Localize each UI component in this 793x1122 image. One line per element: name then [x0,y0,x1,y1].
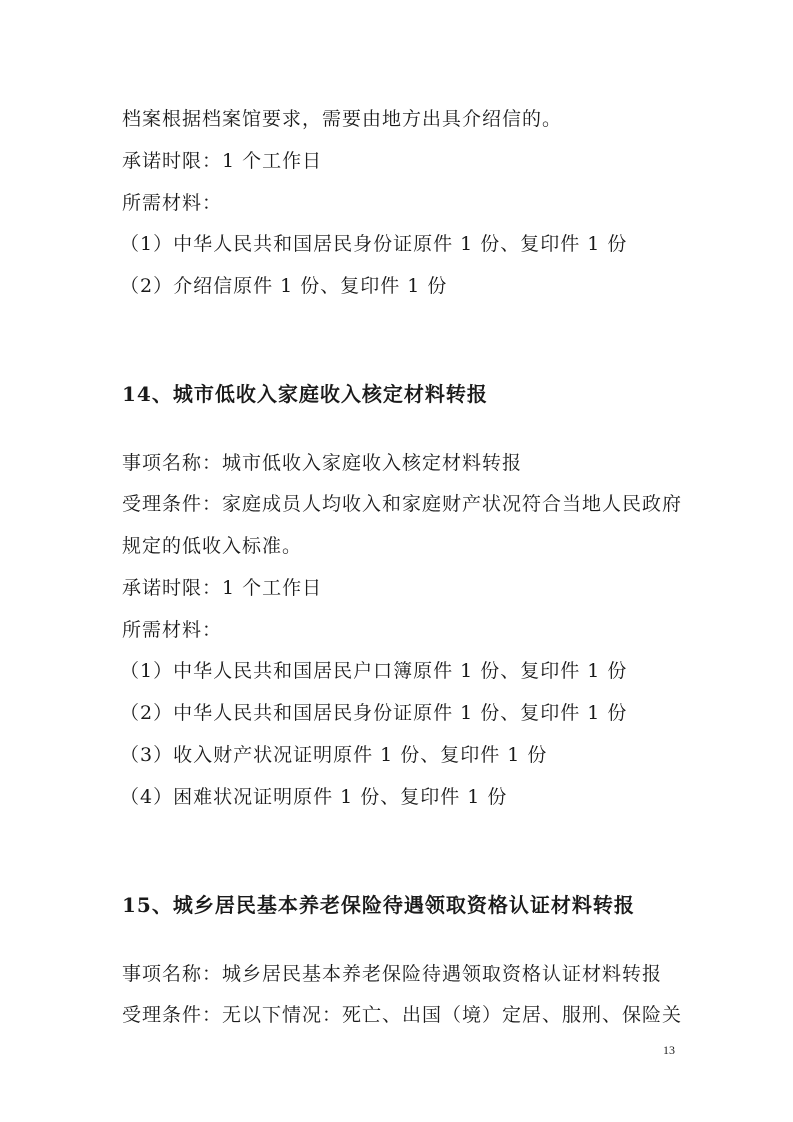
section-14-material-item: （2）中华人民共和国居民身份证原件 1 份、复印件 1 份 [120,702,628,724]
prev-section-note: 档案根据档案馆要求，需要由地方出具介绍信的。 [122,108,563,130]
section-15-heading: 15、城乡居民基本养老保险待遇领取资格认证材料转报 [122,893,635,917]
section-15-item-name: 事项名称：城乡居民基本养老保险待遇领取资格认证材料转报 [122,963,663,985]
prev-section-material-item: （2）介绍信原件 1 份、复印件 1 份 [120,275,448,297]
section-14-heading: 14、城市低收入家庭收入核定材料转报 [122,382,488,406]
page-number: 13 [663,1043,675,1057]
section-15-condition-line-1: 受理条件：无以下情况：死亡、出国（境）定居、服刑、保险关 [122,1004,683,1026]
section-14-material-item: （1）中华人民共和国居民户口簿原件 1 份、复印件 1 份 [120,660,628,682]
section-14-time-limit: 承诺时限：1 个工作日 [122,577,323,599]
section-14-condition-line-2: 规定的低收入标准。 [122,535,303,557]
prev-section-materials-label: 所需材料： [122,192,223,214]
section-14-material-item: （3）收入财产状况证明原件 1 份、复印件 1 份 [120,744,548,766]
section-14-item-name: 事项名称：城市低收入家庭收入核定材料转报 [122,452,523,474]
section-14-materials-label: 所需材料： [122,619,223,641]
section-14-material-item: （4）困难状况证明原件 1 份、复印件 1 份 [120,786,508,808]
prev-section-time-limit: 承诺时限：1 个工作日 [122,150,323,172]
prev-section-material-item: （1）中华人民共和国居民身份证原件 1 份、复印件 1 份 [120,233,628,255]
section-14-condition-line-1: 受理条件：家庭成员人均收入和家庭财产状况符合当地人民政府 [122,493,683,515]
